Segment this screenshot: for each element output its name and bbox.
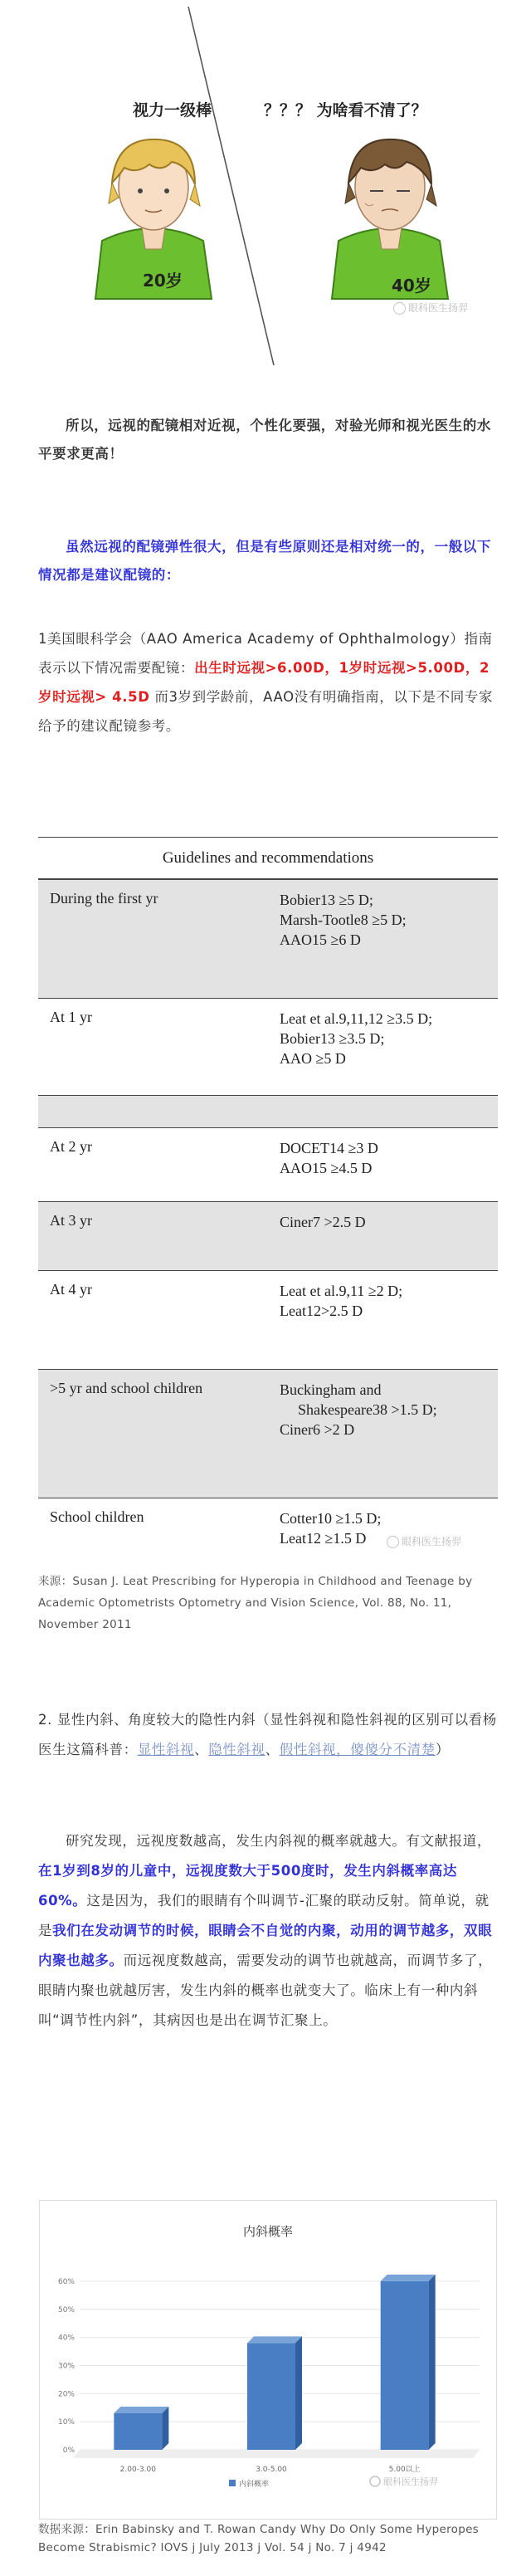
y-tick-label: 10% (57, 2418, 75, 2427)
row-values (280, 1508, 381, 1548)
row-values (280, 1212, 366, 1232)
table-title: Guidelines and recommendations (162, 849, 374, 867)
chart-svg (40, 2201, 496, 2519)
table-row (38, 1370, 498, 1498)
bar-top (114, 2407, 168, 2413)
table-watermark: 眼科医生扬羿 (387, 1534, 461, 1548)
chart-floor (73, 2450, 480, 2458)
table-row (38, 1128, 498, 1201)
y-tick-label: 20% (57, 2390, 75, 2399)
table-spacer-row (38, 1096, 498, 1127)
row-label: At 2 yr (50, 1138, 92, 1155)
link-separator: 、 (265, 1742, 280, 1757)
research-text-1: 研究发现，远视度数越高，发生内斜视的概率就越大。有文献报道， (66, 1833, 491, 1849)
y-tick-label: 0% (62, 2446, 75, 2455)
bar (114, 2413, 162, 2450)
watermark-logo-icon (370, 2476, 380, 2486)
row-label: At 4 yr (50, 1281, 92, 1298)
x-tick-label: 2.00-3.00 (119, 2466, 156, 2474)
row-values (280, 1138, 378, 1178)
row-value: Bobier13 ≥5 D; (280, 892, 373, 908)
strabismus-lead-text: 2. 显性内斜、角度较大的隐性内斜（显性斜视和隐性斜视的区别可以看杨医生这篇科普： (38, 1712, 497, 1757)
aao-threshold-text: 出生时远视>6.00D，1岁时远视>5.00D，2岁时远视> 4.5D (38, 660, 490, 705)
bar-top (381, 2275, 436, 2281)
watermark-logo-icon (393, 302, 406, 315)
research-highlight-1: 在1岁到8岁的儿童中，远视度数大于500度时，发生内斜概率高达60%。 (38, 1863, 458, 1909)
x-tick-label: 5.00以上 (388, 2466, 421, 2474)
legend-swatch (229, 2480, 236, 2486)
row-label: >5 yr and school children (50, 1380, 203, 1396)
row-values (280, 1380, 437, 1440)
paragraph-strabismus (38, 1705, 499, 1765)
table-row (38, 1202, 498, 1270)
aao-tail-text: 而3岁到学龄前，AAO没有明确指南，以下是不同专家给予的建议配镜参考。 (38, 689, 494, 734)
source-citation-2: 数据来源：Erin Babinsky and T. Rowan Candy Why Do Only Some Hyperopes Become Strabismic? IOVS j July 2013 j Vol. 54 j No. 7 j 4942 (38, 2523, 480, 2554)
row-value: Ciner6 >2 D (280, 1421, 355, 1438)
illustration-watermark: 眼科医生扬羿 (393, 301, 468, 315)
research-text-2: 这是因为，我们的眼睛有个叫调节-汇聚的联动反射。简单说，就是 (38, 1893, 490, 1938)
row-value: AAO ≥5 D (280, 1050, 346, 1067)
row-value: Leat12>2.5 D (280, 1303, 363, 1319)
paragraph-principles: 虽然远视的配镜弹性很大，但是有些原则还是相对统一的，一般以下情况都是建议配镜的： (38, 539, 491, 583)
link-latent-strabismus[interactable]: 隐性斜视 (208, 1742, 266, 1757)
row-values (280, 1009, 432, 1068)
watermark-logo-icon (387, 1536, 399, 1548)
row-value: Cotter10 ≥1.5 D; (280, 1510, 382, 1527)
row-value: Bobier13 ≥3.5 D; (280, 1030, 385, 1047)
bar-top (247, 2336, 302, 2343)
table-row (38, 880, 498, 998)
table-row (38, 1498, 498, 1561)
bar-side (162, 2407, 168, 2450)
y-tick-label: 40% (57, 2334, 75, 2343)
bar-side (429, 2275, 436, 2450)
row-values (280, 1281, 402, 1321)
source-citation-1: 来源：Susan J. Leat Prescribing for Hyperopia in Childhood and Teenage by Academic Optometrists Optometry and Vision Science, Vol. 88, No. 11, November 2011 (38, 1575, 473, 1631)
y-tick-label: 50% (57, 2305, 75, 2314)
table-row (38, 999, 498, 1095)
row-label: School children (50, 1508, 144, 1525)
paragraph-research (38, 1826, 499, 2036)
row-value: Buckingham and (280, 1381, 382, 1398)
esotropia-probability-chart (39, 2200, 497, 2520)
guidelines-table (38, 837, 498, 1561)
row-value: Leat12 ≥1.5 D (280, 1530, 367, 1547)
divider-line (188, 7, 274, 365)
strabismus-tail-text: ） (435, 1742, 450, 1757)
research-highlight-2: 我们在发动调节的时候，眼睛会不自觉的内聚，动用的调节越多，双眼内聚也越多。 (38, 1923, 493, 1968)
chart-title: 内斜概率 (242, 2224, 294, 2239)
bar (381, 2281, 429, 2450)
old-caption: ？？？ 为啥看不清了？ (264, 101, 427, 120)
aao-lead-text: 1美国眼科学会（AAO America Academy of Ophthalmology）指南表示以下情况需要配镜： (38, 631, 493, 676)
research-text-3: 而远视度数越高，需要发动的调节也就越高，而调节多了，眼睛内聚也就越厉害，发生内斜的概率也就变大了。临床上有一种内斜叫“调节性内斜”，其病因也是出在调节汇聚上。 (38, 1953, 493, 2028)
row-value: Marsh-Tootle8 ≥5 D; (280, 912, 407, 928)
chart-watermark: 眼科医生扬羿 (383, 2476, 438, 2487)
row-value: AAO15 ≥4.5 D (280, 1160, 373, 1176)
row-label: At 3 yr (50, 1212, 92, 1229)
paragraph-aao (38, 624, 499, 741)
row-value: Leat et al.9,11 ≥2 D; (280, 1283, 403, 1299)
row-label: During the first yr (50, 890, 158, 907)
y-tick-label: 60% (57, 2277, 75, 2286)
row-value: Ciner7 >2.5 D (280, 1214, 366, 1230)
row-values (280, 890, 407, 950)
link-manifest-strabismus[interactable]: 显性斜视 (137, 1742, 195, 1757)
bar-side (295, 2336, 302, 2450)
y-tick-label: 30% (57, 2362, 75, 2371)
young-caption: 视力一级棒 (133, 101, 212, 120)
link-pseudo-strabismus[interactable]: 假性斜视，傻傻分不清楚 (279, 1742, 436, 1757)
bar (247, 2343, 295, 2450)
row-value: Shakespeare38 >1.5 D; (298, 1401, 437, 1418)
row-value: Leat et al.9,11,12 ≥3.5 D; (280, 1010, 433, 1027)
paragraph-conclusion: 所以，远视的配镜相对近视，个性化要强，对验光师和视光医生的水平要求更高！ (38, 418, 491, 462)
old-age-label: 40岁 (392, 276, 431, 296)
link-separator: 、 (194, 1742, 209, 1757)
legend-label: 内斜概率 (239, 2481, 270, 2489)
young-age-label: 20岁 (143, 271, 183, 291)
row-label: At 1 yr (50, 1009, 92, 1025)
row-value: AAO15 ≥6 D (280, 931, 361, 948)
x-tick-label: 3.0-5.00 (256, 2466, 287, 2474)
row-value: DOCET14 ≥3 D (280, 1140, 378, 1156)
table-row (38, 1271, 498, 1369)
